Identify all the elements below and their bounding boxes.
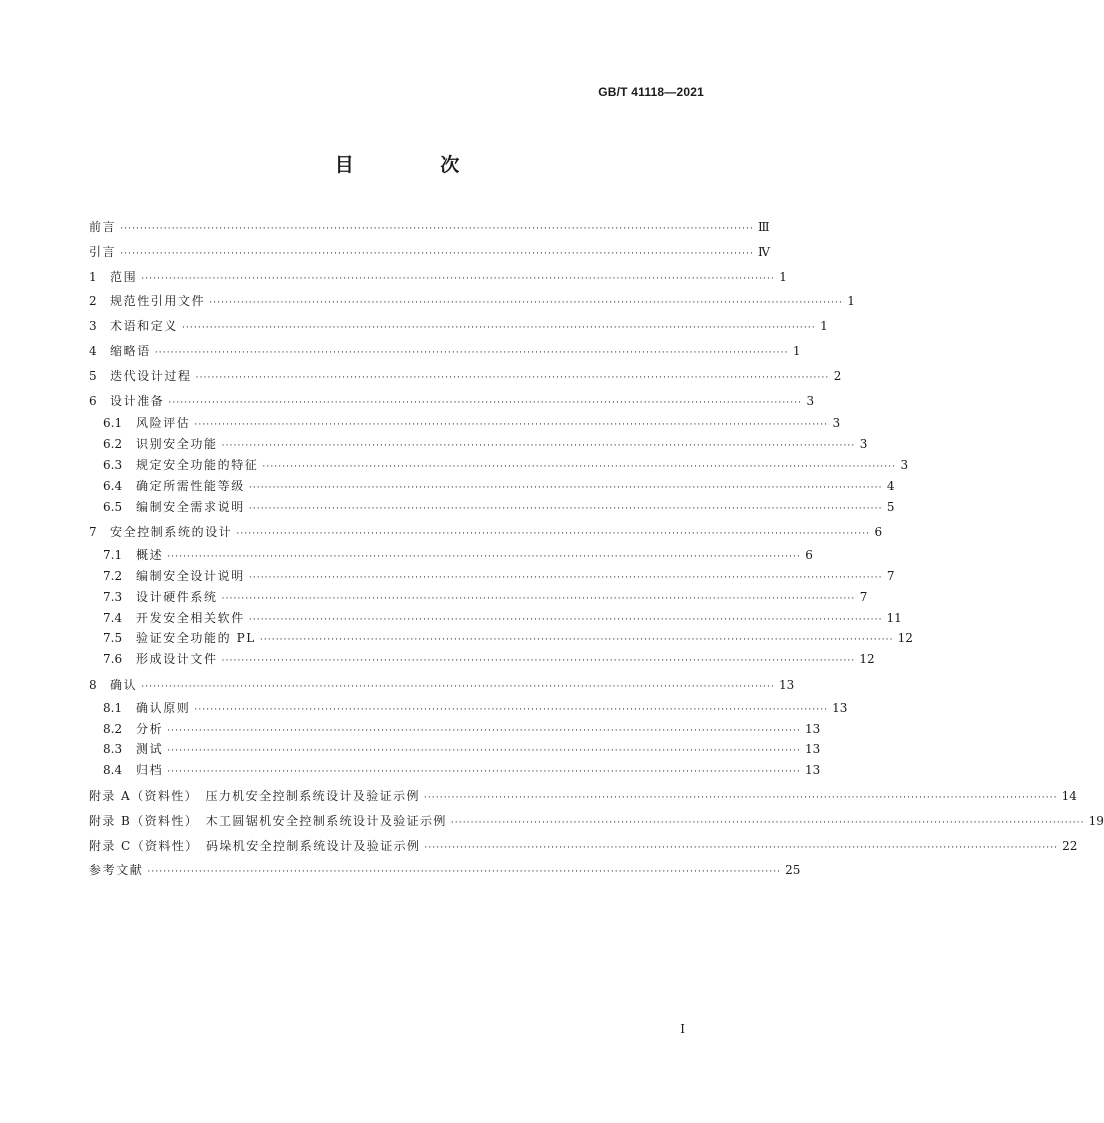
toc-entry-number: 6.5 (103, 499, 123, 514)
toc-dot-leader: ································································································································································ (182, 323, 816, 334)
toc-entry-number: 6.1 (103, 416, 123, 431)
toc-entry-page: 5 (886, 499, 895, 514)
toc-entry-page: 3 (859, 437, 868, 452)
toc-subentry[interactable] (89, 698, 848, 719)
toc-subentry[interactable] (89, 719, 821, 740)
toc-entry-title: 附录 C（资料性） 码垛机安全控制系统设计及验证示例 (89, 838, 421, 853)
toc-entry-number: 8 (89, 677, 97, 692)
toc-subentry[interactable] (89, 545, 813, 566)
toc-entry-number: 7.2 (103, 568, 123, 583)
toc-entry-title: 归档 (136, 763, 164, 778)
toc-entry-number: 2 (89, 294, 97, 309)
toc-entry-title: 分析 (136, 721, 164, 736)
toc-entry[interactable] (89, 673, 795, 698)
toc-dot-leader: ································································································································································ (194, 420, 829, 431)
toc-entry-page: 13 (832, 700, 848, 715)
toc-entry-title: 概述 (136, 548, 164, 563)
toc-dot-leader: ································································································································································ (167, 552, 801, 563)
toc-entry[interactable] (89, 809, 1104, 834)
toc-entry-page: Ⅲ (757, 220, 770, 234)
toc-entry-number: 4 (89, 343, 97, 358)
toc-entry-number: 8.3 (103, 742, 123, 757)
toc-entry[interactable] (89, 289, 855, 314)
toc-entry-page: 12 (897, 631, 913, 646)
toc-entry-page: 22 (1062, 838, 1078, 853)
toc-entry[interactable] (89, 784, 1077, 809)
toc-entry-number: 8.2 (103, 721, 123, 736)
toc-dot-leader: ································································································································································ (221, 441, 856, 452)
toc-entry-title: 规定安全功能的特征 (136, 457, 259, 472)
toc-entry-page: 4 (886, 478, 895, 493)
toc-dot-leader: ································································································································································ (262, 461, 897, 472)
toc-entry-number: 6.3 (103, 457, 123, 472)
toc-entry-page: 25 (785, 863, 801, 878)
toc-entry-number: 6.2 (103, 437, 123, 452)
toc-entry-page: 1 (792, 343, 801, 358)
toc-entry[interactable] (89, 364, 842, 389)
toc-entry-title: 安全控制系统的设计 (110, 525, 233, 540)
toc-dot-leader: ································································································································································ (221, 656, 856, 667)
toc-dot-leader: ································································································································································ (141, 681, 775, 692)
toc-entry-page: 1 (779, 269, 787, 284)
toc-entry-number: 8.4 (103, 763, 123, 778)
toc-entry-title: 确认原则 (136, 700, 191, 715)
toc-entry-title: 设计准备 (110, 393, 165, 408)
toc-entry-title: 附录 B（资料性） 木工圆锯机安全控制系统设计及验证示例 (89, 813, 447, 828)
toc-dot-leader: ································································································································································ (221, 593, 856, 604)
toc-entry-title: 编制安全需求说明 (136, 499, 245, 514)
toc-dot-leader: ································································································································································ (450, 817, 1085, 828)
toc-entry-number: 6.4 (103, 478, 123, 493)
toc-entry-page: 14 (1061, 788, 1077, 803)
toc-entry-title: 形成设计文件 (136, 652, 218, 667)
toc-subentry[interactable] (89, 760, 821, 781)
toc-entry-page: 3 (832, 416, 841, 431)
toc-subentry[interactable] (89, 739, 821, 760)
toc-entry-title: 前言 (89, 220, 117, 234)
toc-dot-leader: ································································································································································ (167, 746, 801, 757)
toc-dot-leader: ································································································································································ (248, 503, 883, 514)
toc-subentry[interactable] (89, 497, 895, 518)
toc-entry-title: 引言 (89, 244, 117, 259)
toc-entry[interactable] (89, 834, 1078, 859)
toc-entry-number: 5 (89, 368, 97, 383)
toc-entry-page: Ⅳ (757, 244, 770, 259)
toc-entry-number: 7.3 (103, 589, 123, 604)
page-title: 目 次 (334, 154, 500, 176)
toc-dot-leader: ································································································································································ (248, 572, 883, 583)
toc-subentry[interactable] (89, 628, 913, 649)
toc-entry-number: 7.5 (103, 631, 123, 646)
toc-entry-title: 开发安全相关软件 (136, 610, 245, 625)
toc-entry[interactable] (89, 265, 787, 290)
toc-entry-title: 术语和定义 (110, 319, 179, 334)
toc-dot-leader: ································································································································································ (154, 347, 789, 358)
toc-dot-leader: ································································································································································ (424, 842, 1059, 853)
toc-entry-page: 7 (859, 589, 868, 604)
toc-dot-leader: ································································································································································ (236, 529, 871, 540)
footer-page-number: I (680, 1022, 685, 1036)
toc-entry-page: 6 (805, 548, 813, 563)
toc-dot-leader: ································································································································································ (147, 867, 782, 878)
toc-entry-title: 规范性引用文件 (110, 294, 206, 309)
toc-dot-leader: ································································································································································ (195, 372, 830, 383)
toc-entry-page: 7 (886, 568, 895, 583)
toc-subentry[interactable] (89, 566, 895, 587)
toc-entry-title: 确定所需性能等级 (136, 478, 245, 493)
toc-entry[interactable] (89, 215, 770, 240)
toc-dot-leader: ································································································································································ (167, 725, 801, 736)
toc-entry-title: 验证安全功能的 PL (136, 631, 256, 646)
toc-entry[interactable] (89, 240, 770, 265)
toc-entry-page: 1 (847, 294, 855, 309)
toc-subentry[interactable] (89, 455, 909, 476)
toc-entry-title: 附录 A（资料性） 压力机安全控制系统设计及验证示例 (89, 788, 420, 803)
toc-entry-page: 13 (804, 763, 821, 778)
toc-entry-title: 缩略语 (110, 343, 151, 358)
toc-entry[interactable] (89, 389, 815, 414)
toc-entry-title: 迭代设计过程 (110, 368, 192, 383)
toc-entry-number: 7.1 (103, 548, 123, 563)
toc-entry[interactable] (89, 339, 801, 364)
toc-entry-number: 1 (89, 269, 97, 284)
toc-entry-title: 参考文献 (89, 863, 144, 878)
toc-entry[interactable] (89, 314, 828, 339)
toc-entry-page: 13 (778, 677, 795, 692)
toc-dot-leader: ································································································································································ (248, 482, 883, 493)
toc-entry-number: 7 (89, 525, 97, 540)
toc-entry-number: 7.6 (103, 652, 123, 667)
toc-dot-leader: ································································································································································ (120, 248, 754, 259)
toc-subentry[interactable] (89, 649, 875, 670)
toc-entry-page: 3 (900, 457, 909, 472)
toc-subentry[interactable] (89, 608, 902, 629)
toc-entry-page: 13 (804, 721, 821, 736)
toc-entry-title: 确认 (110, 677, 138, 692)
toc-dot-leader: ································································································································································ (209, 298, 843, 309)
toc-entry-page: 3 (806, 393, 815, 408)
toc-dot-leader: ································································································································································ (194, 704, 829, 715)
toc-entry-page: 2 (833, 368, 842, 383)
toc-entry-title: 识别安全功能 (136, 437, 218, 452)
toc-dot-leader: ································································································································································ (141, 273, 775, 284)
toc-dot-leader: ································································································································································ (168, 397, 803, 408)
toc-entry-title: 风险评估 (136, 416, 191, 431)
toc-entry-page: 19 (1088, 813, 1104, 828)
toc-entry-number: 3 (89, 319, 97, 334)
toc-entry-page: 6 (874, 525, 883, 540)
toc-entry-page: 1 (820, 319, 828, 334)
toc-entry[interactable] (89, 858, 801, 883)
toc-entry-number: 6 (89, 393, 97, 408)
toc-entry-page: 13 (804, 742, 821, 757)
toc-entry-title: 范围 (110, 269, 138, 284)
toc-entry-page: 12 (859, 652, 875, 667)
toc-subentry[interactable] (89, 476, 895, 497)
toc-dot-leader: ································································································································································ (259, 635, 894, 646)
toc-entry[interactable] (89, 520, 883, 545)
table-of-contents (89, 215, 1104, 883)
toc-entry-title: 设计硬件系统 (136, 589, 218, 604)
toc-entry-page: 11 (886, 610, 902, 625)
standard-code: GB/T 41118—2021 (598, 85, 704, 99)
toc-dot-leader: ································································································································································ (167, 767, 801, 778)
toc-entry-title: 测试 (136, 742, 164, 757)
toc-dot-leader: ································································································································································ (248, 614, 883, 625)
toc-subentry[interactable] (89, 413, 841, 434)
toc-subentry[interactable] (89, 587, 868, 608)
toc-dot-leader: ································································································································································ (120, 224, 754, 234)
toc-entry-title: 编制安全设计说明 (136, 568, 245, 583)
toc-entry-number: 8.1 (103, 700, 123, 715)
toc-subentry[interactable] (89, 434, 868, 455)
toc-dot-leader: ································································································································································ (423, 792, 1058, 803)
toc-entry-number: 7.4 (103, 610, 123, 625)
